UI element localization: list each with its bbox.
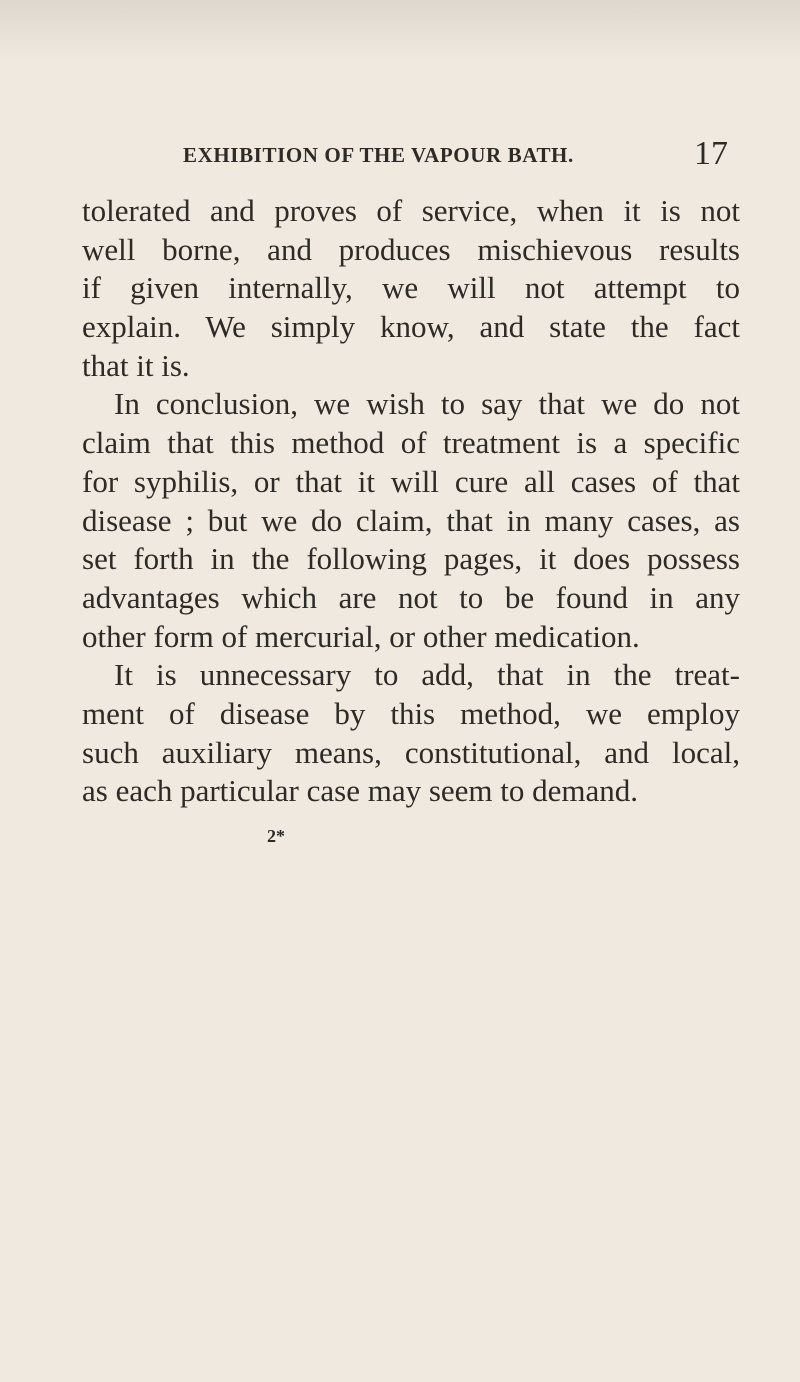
- text-line: disease ; but we do claim, that in many cases, as: [82, 502, 740, 538]
- text-line: tolerated and proves of service, when it is not: [82, 193, 740, 228]
- running-title: EXHIBITION OF THE VAPOUR BATH.: [183, 143, 574, 167]
- body-text: [82, 192, 740, 811]
- page-number: 17: [694, 135, 728, 172]
- text-line: advantages which are not to be found in any: [82, 579, 740, 615]
- text-line: In conclusion, we wish to say that we do not: [114, 386, 740, 422]
- signature-mark: 2*: [267, 826, 285, 846]
- text-line: It is unnecessary to add, that in the treat-: [114, 657, 740, 693]
- text-line: well borne, and produces mischievous results: [82, 231, 740, 267]
- text-line: that it is.: [82, 347, 190, 383]
- text-line: ment of disease by this method, we employ: [82, 695, 740, 731]
- page-top-shadow: [0, 0, 800, 60]
- text-line: other form of mercurial, or other medication.: [82, 618, 640, 654]
- text-line: such auxiliary means, constitutional, and local,: [82, 734, 740, 770]
- text-line: claim that this method of treatment is a specific: [82, 425, 740, 461]
- text-line: set forth in the following pages, it does possess: [82, 541, 740, 577]
- text-line: explain. We simply know, and state the fact: [82, 309, 740, 345]
- text-line: as each particular case may seem to demand.: [82, 773, 639, 809]
- text-line: for syphilis, or that it will cure all cases of that: [82, 463, 740, 499]
- page-header: [183, 137, 728, 173]
- text-line: if given internally, we will not attempt to: [82, 270, 740, 306]
